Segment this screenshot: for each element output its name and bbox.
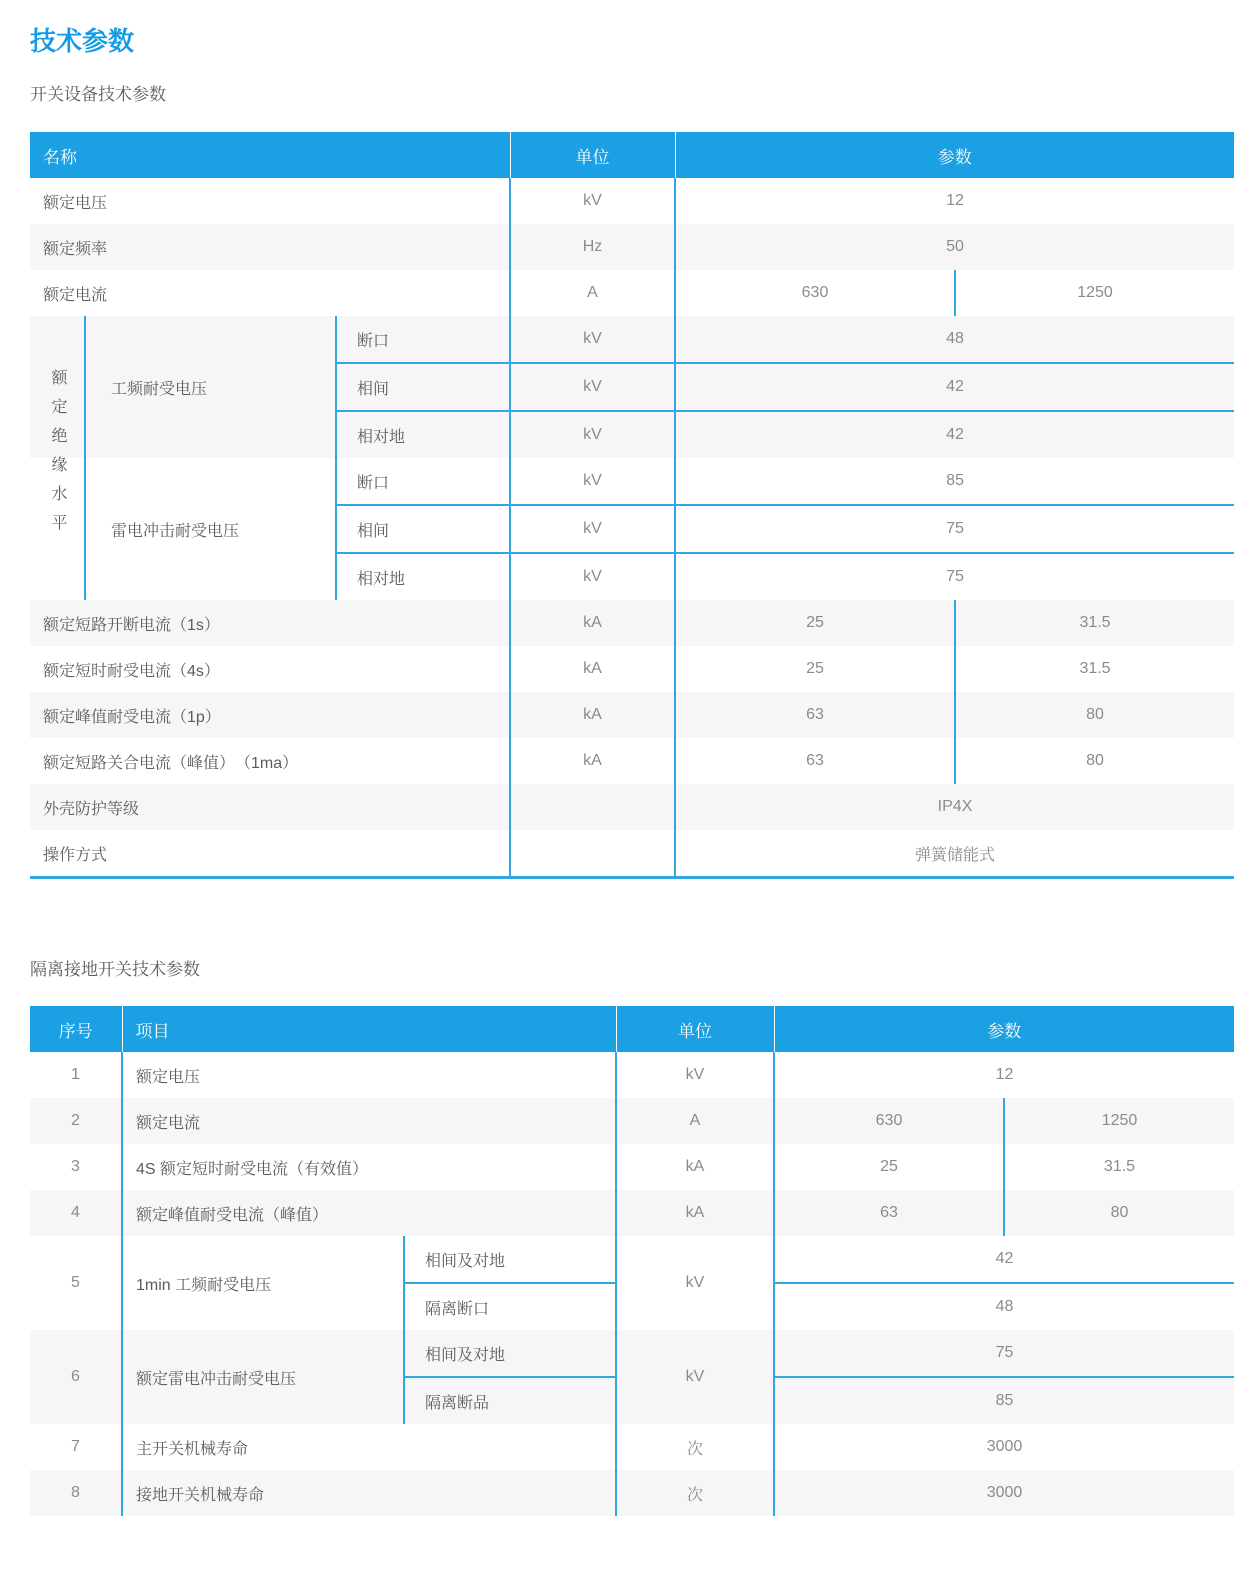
table-row — [30, 458, 1234, 505]
cell-subitem: 相间及对地 — [404, 1236, 616, 1283]
cell-subitem: 相对地 — [336, 411, 510, 458]
header-cell-no: 序号 — [30, 1006, 122, 1052]
cell-value: 1250 — [1004, 1098, 1234, 1144]
table-row — [30, 692, 1234, 738]
cell-value: 80 — [955, 692, 1234, 738]
header-cell-param: 参数 — [774, 1006, 1234, 1052]
table-row — [30, 1190, 1234, 1236]
cell-subitem: 相间 — [336, 363, 510, 411]
cell-unit: kV — [510, 363, 675, 411]
cell-group-label: 工频耐受电压 — [85, 316, 336, 458]
cell-value: 80 — [1004, 1190, 1234, 1236]
disconnector-table-subtitle: 隔离接地开关技术参数 — [30, 960, 200, 979]
table-header-row — [30, 1006, 1234, 1052]
cell-value: 42 — [675, 411, 1234, 458]
header-cell-name: 名称 — [30, 132, 510, 178]
table-row — [30, 1144, 1234, 1190]
cell-subitem: 相间 — [336, 505, 510, 553]
cell-value: 48 — [675, 316, 1234, 363]
cell-unit — [510, 784, 675, 830]
cell-value: 63 — [675, 692, 955, 738]
cell-unit: A — [510, 270, 675, 316]
table-row — [30, 270, 1234, 316]
cell-unit: kV — [616, 1330, 774, 1424]
table-header-row — [30, 132, 1234, 178]
cell-subitem: 隔离断口 — [404, 1283, 616, 1330]
cell-value: 63 — [806, 752, 824, 769]
cell-value: 85 — [675, 458, 1234, 505]
cell-value: 3000 — [774, 1470, 1234, 1516]
cell-unit: kV — [616, 1236, 774, 1330]
cell-value: 75 — [774, 1330, 1234, 1377]
cell-label: 额定电压 — [43, 194, 108, 212]
cell-subitem: 隔离断品 — [404, 1377, 616, 1424]
cell-subitem: 相间及对地 — [404, 1330, 616, 1377]
cell-value: 85 — [774, 1377, 1234, 1424]
cell-label: 额定峰值耐受电流（峰值） — [122, 1190, 616, 1236]
cell-value: 31.5 — [1004, 1144, 1234, 1190]
cell-serial: 3 — [71, 1158, 80, 1175]
cell-subitem: 相对地 — [336, 553, 510, 600]
cell-label: 额定电压 — [122, 1052, 616, 1098]
cell-serial: 7 — [71, 1438, 80, 1455]
cell-label: 额定雷电冲击耐受电压 — [122, 1330, 404, 1424]
table-row — [30, 600, 1234, 646]
switchgear-table-subtitle: 开关设备技术参数 — [30, 85, 166, 104]
cell-value: 630 — [801, 284, 829, 301]
cell-value: 31.5 — [955, 600, 1234, 646]
cell-label: 额定电流 — [43, 286, 108, 304]
table-row — [30, 1470, 1234, 1516]
header-cell-item: 项目 — [122, 1006, 616, 1052]
table-row — [30, 224, 1234, 270]
table-row — [30, 316, 1234, 363]
cell-value: 48 — [995, 1298, 1014, 1315]
cell-unit: kA — [510, 692, 675, 738]
cell-value: 80 — [955, 738, 1234, 784]
cell-serial: 6 — [30, 1330, 122, 1424]
cell-value: 50 — [675, 224, 1234, 270]
cell-value: 630 — [774, 1098, 1004, 1144]
cell-label: 4S 额定短时耐受电流（有效值） — [122, 1144, 616, 1190]
cell-value: 弹簧储能式 — [915, 846, 996, 864]
cell-label: 额定短路开断电流（1s） — [30, 600, 510, 646]
table-row — [30, 784, 1234, 830]
cell-unit: kV — [510, 553, 675, 600]
cell-label: 额定频率 — [30, 224, 510, 270]
header-cell-param: 参数 — [675, 132, 1234, 178]
cell-value: 75 — [675, 505, 1234, 553]
table-row — [30, 1424, 1234, 1470]
table-row — [30, 830, 1234, 878]
page-title: 技术参数 — [30, 26, 135, 56]
cell-unit: kA — [510, 738, 675, 784]
cell-value: 75 — [946, 568, 964, 585]
cell-unit: A — [616, 1098, 774, 1144]
cell-value: 12 — [946, 192, 964, 209]
cell-serial: 8 — [30, 1470, 122, 1516]
cell-unit: kV — [510, 316, 675, 363]
cell-value: 31.5 — [955, 646, 1234, 692]
cell-unit: kV — [510, 411, 675, 458]
cell-unit: kV — [510, 178, 675, 224]
table-row — [30, 1052, 1234, 1098]
cell-label: 接地开关机械寿命 — [122, 1470, 616, 1516]
cell-unit: kA — [616, 1144, 774, 1190]
table-row — [30, 178, 1234, 224]
cell-label: 额定电流 — [122, 1098, 616, 1144]
table-row — [30, 1098, 1234, 1144]
cell-unit: kA — [616, 1190, 774, 1236]
cell-value: 25 — [806, 660, 824, 677]
cell-label: 额定峰值耐受电流（1p） — [30, 692, 510, 738]
cell-value: 3000 — [986, 1438, 1023, 1455]
cell-unit — [510, 830, 675, 878]
header-cell-unit: 单位 — [616, 1006, 774, 1052]
cell-unit: 次 — [616, 1470, 774, 1516]
cell-value: IP4X — [675, 784, 1234, 830]
cell-group-label: 雷电冲击耐受电压 — [111, 522, 240, 540]
cell-unit: kV — [616, 1052, 774, 1098]
cell-unit: Hz — [510, 224, 675, 270]
header-cell-unit: 单位 — [510, 132, 675, 178]
cell-value: 42 — [675, 363, 1234, 411]
cell-unit: 次 — [616, 1424, 774, 1470]
cell-label: 1min 工频耐受电压 — [122, 1236, 404, 1330]
cell-label: 额定短时耐受电流（4s） — [43, 662, 220, 680]
cell-subitem: 断口 — [336, 316, 510, 363]
cell-label: 操作方式 — [43, 846, 108, 864]
cell-serial: 5 — [71, 1274, 80, 1291]
cell-unit: kA — [510, 600, 675, 646]
disconnector-params-table — [30, 1006, 1234, 1516]
table-row — [30, 738, 1234, 784]
cell-subitem: 断口 — [336, 458, 510, 505]
cell-serial: 2 — [30, 1098, 122, 1144]
cell-insulation-level — [30, 316, 85, 600]
cell-label: 外壳防护等级 — [30, 784, 510, 830]
cell-value: 1250 — [955, 270, 1234, 316]
table-row — [30, 1236, 1234, 1283]
cell-value: 25 — [880, 1158, 898, 1175]
vertical-label: 额定绝缘水平 — [49, 368, 66, 543]
cell-label: 主开关机械寿命 — [122, 1424, 616, 1470]
table-row — [30, 1330, 1234, 1377]
cell-value: 12 — [995, 1066, 1014, 1083]
cell-value: 42 — [774, 1236, 1234, 1283]
cell-unit: kV — [510, 505, 675, 553]
cell-unit: kA — [510, 646, 675, 692]
cell-value: 25 — [675, 600, 955, 646]
table-row — [30, 646, 1234, 692]
switchgear-params-table — [30, 132, 1234, 879]
cell-serial: 4 — [30, 1190, 122, 1236]
cell-unit: kV — [510, 458, 675, 505]
cell-serial: 1 — [71, 1066, 80, 1083]
cell-value: 63 — [774, 1190, 1004, 1236]
cell-label: 额定短路关合电流（峰值） （1ma） — [43, 754, 299, 772]
